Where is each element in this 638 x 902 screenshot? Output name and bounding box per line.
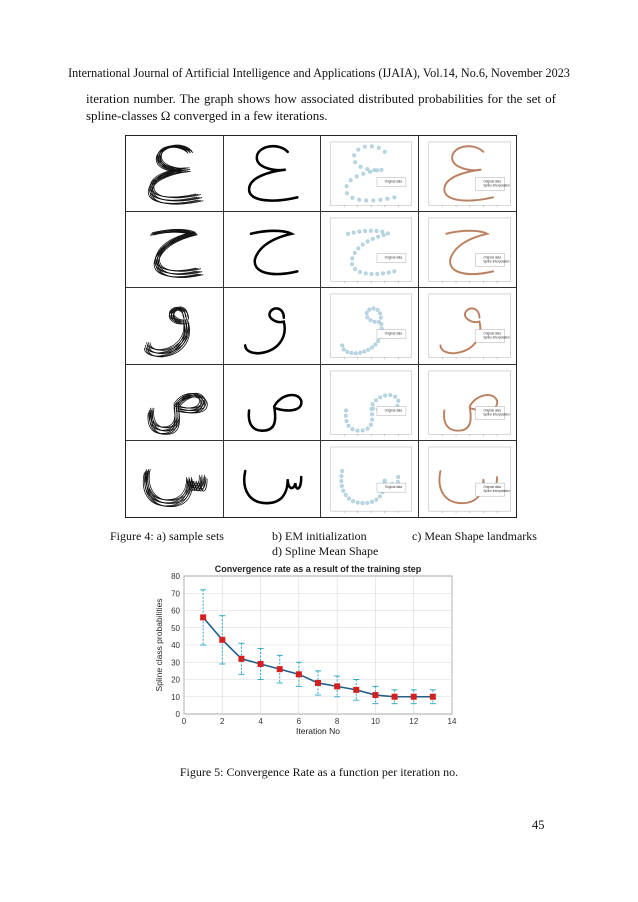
landmark-point [370,144,374,148]
x-tick-label: 10 [370,717,380,726]
landmark-point [383,150,387,154]
landmark-point [386,197,390,201]
landmark-point [370,272,374,276]
landmark-point [356,428,360,432]
landmark-point [342,348,346,352]
landmark-point [371,402,375,406]
data-point [200,614,206,620]
x-tick-label: 8 [334,717,340,726]
landmark-point [365,501,369,505]
svg-text:Spline interpolation: Spline interpolation [482,488,510,493]
landmark-point [370,417,374,421]
x-tick-label: 4 [258,717,263,726]
landmark-point [344,493,348,497]
landmark-point [377,146,381,150]
landmark-point [370,412,374,416]
y-tick-label: 60 [171,606,180,616]
data-point [238,656,244,662]
landmark-point [361,243,365,247]
y-tick-label: 0 [175,710,180,719]
landmark-point [350,257,354,261]
landmark-point [380,168,384,172]
landmark-point [374,398,378,402]
landmark-point [375,229,379,233]
svg-text:Original data: Original data [384,255,403,260]
svg-text:Original data: Original data [384,179,403,184]
svg-text:Spline interpolation: Spline interpolation [482,259,510,264]
plot-legend [475,406,509,419]
landmark-point [367,348,371,352]
landmark-point [366,240,370,244]
landmark-point [393,195,397,199]
svg-text:Original data: Original data [384,331,403,336]
landmark-point [371,199,375,203]
landmark-point [355,175,359,179]
landmark-point [357,198,361,202]
svg-text:Spline interpolation: Spline interpolation [482,412,510,417]
landmark-point [344,414,348,418]
landmark-point [359,165,363,169]
landmark-point [383,393,387,397]
landmark-point [379,198,383,202]
landmark-point [365,312,369,316]
figure-cell [224,288,322,364]
plot-legend [377,254,406,263]
landmark-point [361,501,365,505]
landmark-point [396,475,400,479]
data-point [277,666,283,672]
landmark-point [339,479,343,483]
landmark-point [368,170,372,174]
landmark-point [369,319,373,323]
landmark-point [372,307,376,311]
landmark-point [346,232,350,236]
figure-cell [126,365,224,441]
plot-legend [377,330,406,339]
landmark-point [379,323,383,327]
landmark-point [347,424,351,428]
landmark-point [393,394,397,398]
landmark-point [366,426,370,430]
landmark-point [364,272,368,276]
figure-cell [321,136,419,212]
journal-header: International Journal of Artificial Intelligence and Applications (IJAIA), Vol.14, No.6, November 2023 [68,66,570,80]
caption-b: b) EM initialization [272,529,367,543]
landmark-point [363,145,367,149]
x-axis-label: Iteration No [296,726,340,736]
svg-text:Original data: Original data [482,484,501,489]
figure-cell [126,212,224,288]
data-point [334,683,340,689]
figure-cell [321,288,419,364]
convergence-chart-svg [150,562,470,740]
svg-text:Spline interpolation: Spline interpolation [482,183,510,188]
landmark-point [378,312,382,316]
landmark-point [371,237,375,241]
landmark-point [376,308,380,312]
x-tick-label: 2 [220,717,225,726]
svg-text:Spline interpolation: Spline interpolation [482,335,510,340]
landmark-point [345,184,349,188]
data-point [430,694,436,700]
chart-title: Convergence rate as a result of the training step [214,564,422,574]
landmark-point [357,148,361,152]
landmark-point [352,231,356,235]
data-point [258,661,264,667]
figure-cell [126,441,224,517]
body-paragraph: iteration number. The graph shows how associated distributed probabilities for the set of spline-classes Ω converged in a few iterations. [86,91,556,123]
figure-cell [126,136,224,212]
landmark-point [358,270,362,274]
landmark-point [388,393,392,397]
figure-cell [321,365,419,441]
figure-cell [224,441,322,517]
landmark-point [369,229,373,233]
page-number: 45 [532,818,545,832]
landmark-point [375,169,379,173]
data-point [353,687,359,693]
landmark-point [351,499,355,503]
landmark-point [368,308,372,312]
landmark-point [358,230,362,234]
landmark-point [370,500,374,504]
figure-cell [419,441,517,517]
x-tick-label: 0 [181,717,187,726]
svg-text:Original data: Original data [482,331,501,336]
y-tick-label: 30 [171,658,180,668]
caption-c: c) Mean Shape landmarks [412,529,537,543]
landmark-point [375,272,379,276]
plot-legend [377,406,406,415]
landmark-point [381,272,385,276]
landmark-point [362,350,366,354]
figure-5-caption: Figure 5: Convergence Rate as a function per iteration no. [179,765,459,779]
figure-cell [321,212,419,288]
landmark-point [352,153,356,157]
landmark-point [340,469,344,473]
y-axis-label: Spline class probabilities [154,598,164,692]
x-tick-label: 12 [409,717,419,726]
plot-legend [377,178,406,187]
landmark-point [379,316,383,320]
data-point [315,680,321,686]
svg-text:Original data: Original data [482,408,501,413]
landmark-point [369,422,373,426]
plot-legend [475,330,509,343]
landmark-point [361,172,365,176]
plot-frame [428,142,510,205]
landmark-point [376,235,380,239]
plot-legend [475,254,509,267]
landmark-point [376,340,380,344]
landmark-point [340,484,344,488]
figure-cell [224,136,322,212]
landmark-point [371,406,375,410]
data-point [392,694,398,700]
landmark-point [374,498,378,502]
y-tick-label: 40 [171,641,180,650]
svg-text:Original data: Original data [384,484,403,489]
y-tick-label: 50 [171,623,180,633]
landmark-point [364,199,368,203]
plot-legend [377,483,406,492]
landmark-point [386,232,390,236]
plot-legend [475,178,509,191]
data-point [411,694,417,700]
landmark-point [346,350,350,354]
data-point [296,671,302,677]
svg-text:Original data: Original data [482,255,501,260]
figure-cell [419,136,517,212]
y-tick-label: 80 [171,572,180,581]
landmark-point [356,500,360,504]
figure-cell [419,288,517,364]
caption-a: Figure 4: a) sample sets [110,529,224,543]
figure-cell [224,212,322,288]
landmark-point [374,343,378,347]
x-tick-label: 14 [447,717,457,726]
landmark-point [341,489,345,493]
landmark-point [345,191,349,195]
plot-frame [428,218,510,281]
svg-text:Original data: Original data [482,179,501,184]
landmark-point [345,419,349,423]
landmark-point [370,346,374,350]
landmark-point [349,178,353,182]
figure-cell [321,441,419,517]
landmark-point [378,395,382,399]
landmark-point [358,351,362,355]
landmark-point [378,494,382,498]
x-tick-label: 6 [296,717,302,726]
landmark-point [340,344,344,348]
landmark-point [351,196,355,200]
landmark-point [396,399,400,403]
landmark-point [340,474,344,478]
data-point [219,637,225,643]
landmark-point [357,247,361,251]
landmark-point [382,233,386,237]
plot-legend [475,483,510,496]
figure-cell [419,212,517,288]
landmark-point [387,271,391,275]
y-tick-label: 70 [171,589,180,599]
landmark-point [354,352,358,356]
figure-4-grid [125,135,517,518]
landmark-point [350,262,354,266]
figure-cell [419,365,517,441]
figure-cell [224,365,322,441]
figure-cell [126,288,224,364]
y-tick-label: 20 [171,675,180,685]
landmark-point [383,479,387,483]
landmark-point [350,352,354,356]
convergence-chart [150,562,470,740]
svg-text:Original data: Original data [384,408,403,413]
landmark-point [393,270,397,274]
caption-d: d) Spline Mean Shape [272,544,379,558]
data-point [372,692,378,698]
landmark-point [365,316,369,320]
landmark-point [344,408,348,412]
plot-frame [331,142,412,205]
landmark-point [353,267,357,271]
landmark-point [365,167,369,171]
landmark-point [373,320,377,324]
landmark-point [361,428,365,432]
landmark-point [363,229,367,233]
landmark-point [353,251,357,255]
landmark-point [347,496,351,500]
plot-frame [331,218,412,281]
landmark-point [351,427,355,431]
y-tick-label: 10 [171,692,180,702]
landmark-point [353,160,357,164]
